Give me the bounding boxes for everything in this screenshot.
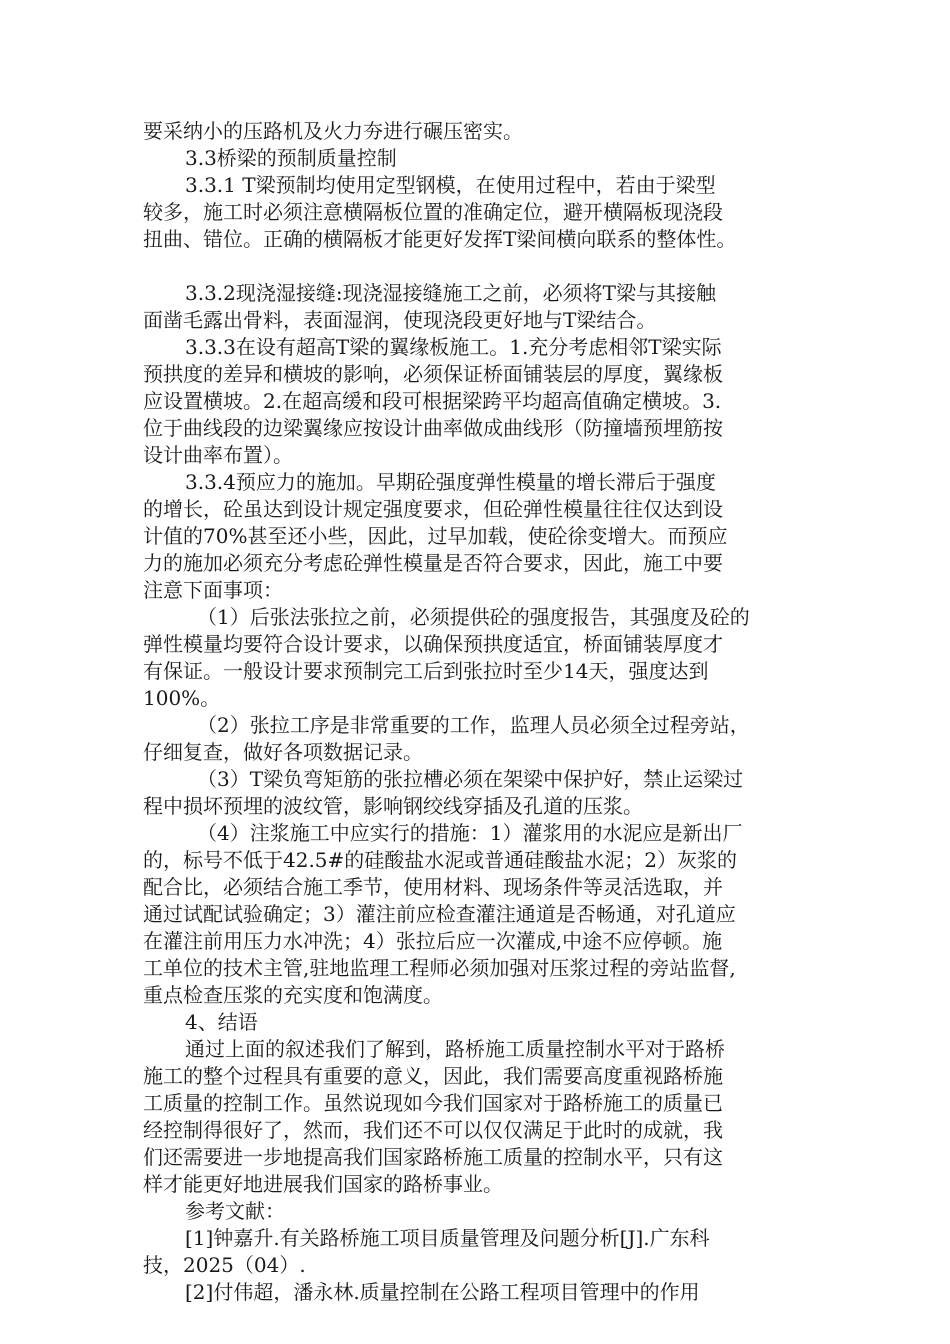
text-line: 位于曲线段的边梁翼缘应按设计曲率做成曲线形（防撞墙预埋筋按 [143,416,723,440]
text-line: 仔细复查，做好各项数据记录。 [143,740,423,764]
text-line: 工单位的技术主管,驻地监理工程师必须加强对压浆过程的旁站监督, [143,956,736,980]
text-line: 的增长，砼虽达到设计规定强度要求，但砼弹性模量往往仅达到设 [143,497,723,521]
text-line: 弹性模量均要符合设计要求，以确保预拱度适宜，桥面铺装厚度才 [143,632,723,656]
text-line: 计值的70%甚至还小些，因此，过早加载，使砼徐变增大。而预应 [143,524,728,548]
text-line: 施工的整个过程具有重要的意义，因此，我们需要高度重视路桥施 [143,1064,723,1088]
text-line: 应设置横坡。2.在超高缓和段可根据梁跨平均超高值确定横坡。3. [143,389,722,413]
text-line: 3.3桥梁的预制质量控制 [185,146,397,170]
text-line: 工质量的控制工作。虽然说现如今我们国家对于路桥施工的质量已 [143,1091,723,1115]
text-line: 的，标号不低于42.5#的硅酸盐水泥或普通硅酸盐水泥；2）灰浆的 [143,848,738,872]
text-line: 通过上面的叙述我们了解到，路桥施工质量控制水平对于路桥 [185,1037,725,1061]
text-line: （4）注浆施工中应实行的措施：1）灌浆用的水泥应是新出厂 [197,821,743,845]
text-line: 通过试配试验确定；3）灌注前应检查灌注通道是否畅通，对孔道应 [143,902,736,926]
text-line: 3.3.3在设有超高T梁的翼缘板施工。1.充分考虑相邻T梁实际 [185,335,722,359]
text-line: 预拱度的差异和横坡的影响，必须保证桥面铺装层的厚度，翼缘板 [143,362,723,386]
text-line: 较多，施工时必须注意横隔板位置的准确定位，避开横隔板现浇段 [143,200,723,224]
text-line: 力的施加必须充分考虑砼弹性模量是否符合要求，因此，施工中要 [143,551,723,575]
text-line: 扭曲、错位。正确的横隔板才能更好发挥T梁间横向联系的整体性。 [143,227,737,251]
text-line: 设计曲率布置）。 [143,443,293,467]
text-line: 在灌注前用压力水冲洗；4）张拉后应一次灌成,中途不应停顿。施 [143,929,723,953]
text-line: 有保证。一般设计要求预制完工后到张拉时至少14天，强度达到 [143,659,709,683]
text-line: 注意下面事项： [143,578,283,602]
text-line: 经控制得很好了，然而，我们还不可以仅仅满足于此时的成就，我 [143,1118,723,1142]
text-line: 3.3.4预应力的施加。早期砼强度弹性模量的增长滞后于强度 [185,470,716,494]
text-line: 面凿毛露出骨料，表面湿润，使现浇段更好地与T梁结合。 [143,308,657,332]
text-line: 重点检查压浆的充实度和饱满度。 [143,983,443,1007]
text-line: 样才能更好地进展我们国家的路桥事业。 [143,1172,503,1196]
text-line: 程中损坏预埋的波纹管，影响钢绞线穿插及孔道的压浆。 [143,794,643,818]
blank-line [143,253,823,280]
text-line: 们还需要进一步地提高我们国家路桥施工质量的控制水平，只有这 [143,1145,723,1169]
text-line: [1]钟嘉升.有关路桥施工项目质量管理及问题分析[J].广东科 [185,1226,710,1250]
text-line: [2]付伟超，潘永林.质量控制在公路工程项目管理中的作用 [185,1280,700,1304]
text-line: 4、结语 [185,1010,258,1034]
text-line: 3.3.1 T梁预制均使用定型钢模，在使用过程中，若由于梁型 [185,173,716,197]
document-body [143,118,823,1306]
text-line: 要采纳小的压路机及火力夯进行碾压密实。 [143,119,523,143]
text-line: （1）后张法张拉之前，必须提供砼的强度报告，其强度及砼的 [197,605,750,629]
text-line: 技，2025（04）. [143,1253,306,1277]
text-line: 参考文献： [185,1199,285,1223]
text-line: 配合比，必须结合施工季节，使用材料、现场条件等灵活选取，并 [143,875,723,899]
text-line: 100%。 [143,686,221,710]
text-line: 3.3.2现浇湿接缝:现浇湿接缝施工之前，必须将T梁与其接触 [185,281,716,305]
text-line: （3）T梁负弯矩筋的张拉槽必须在架梁中保护好，禁止运梁过 [197,767,744,791]
text-line: （2）张拉工序是非常重要的工作，监理人员必须全过程旁站， [197,713,750,737]
